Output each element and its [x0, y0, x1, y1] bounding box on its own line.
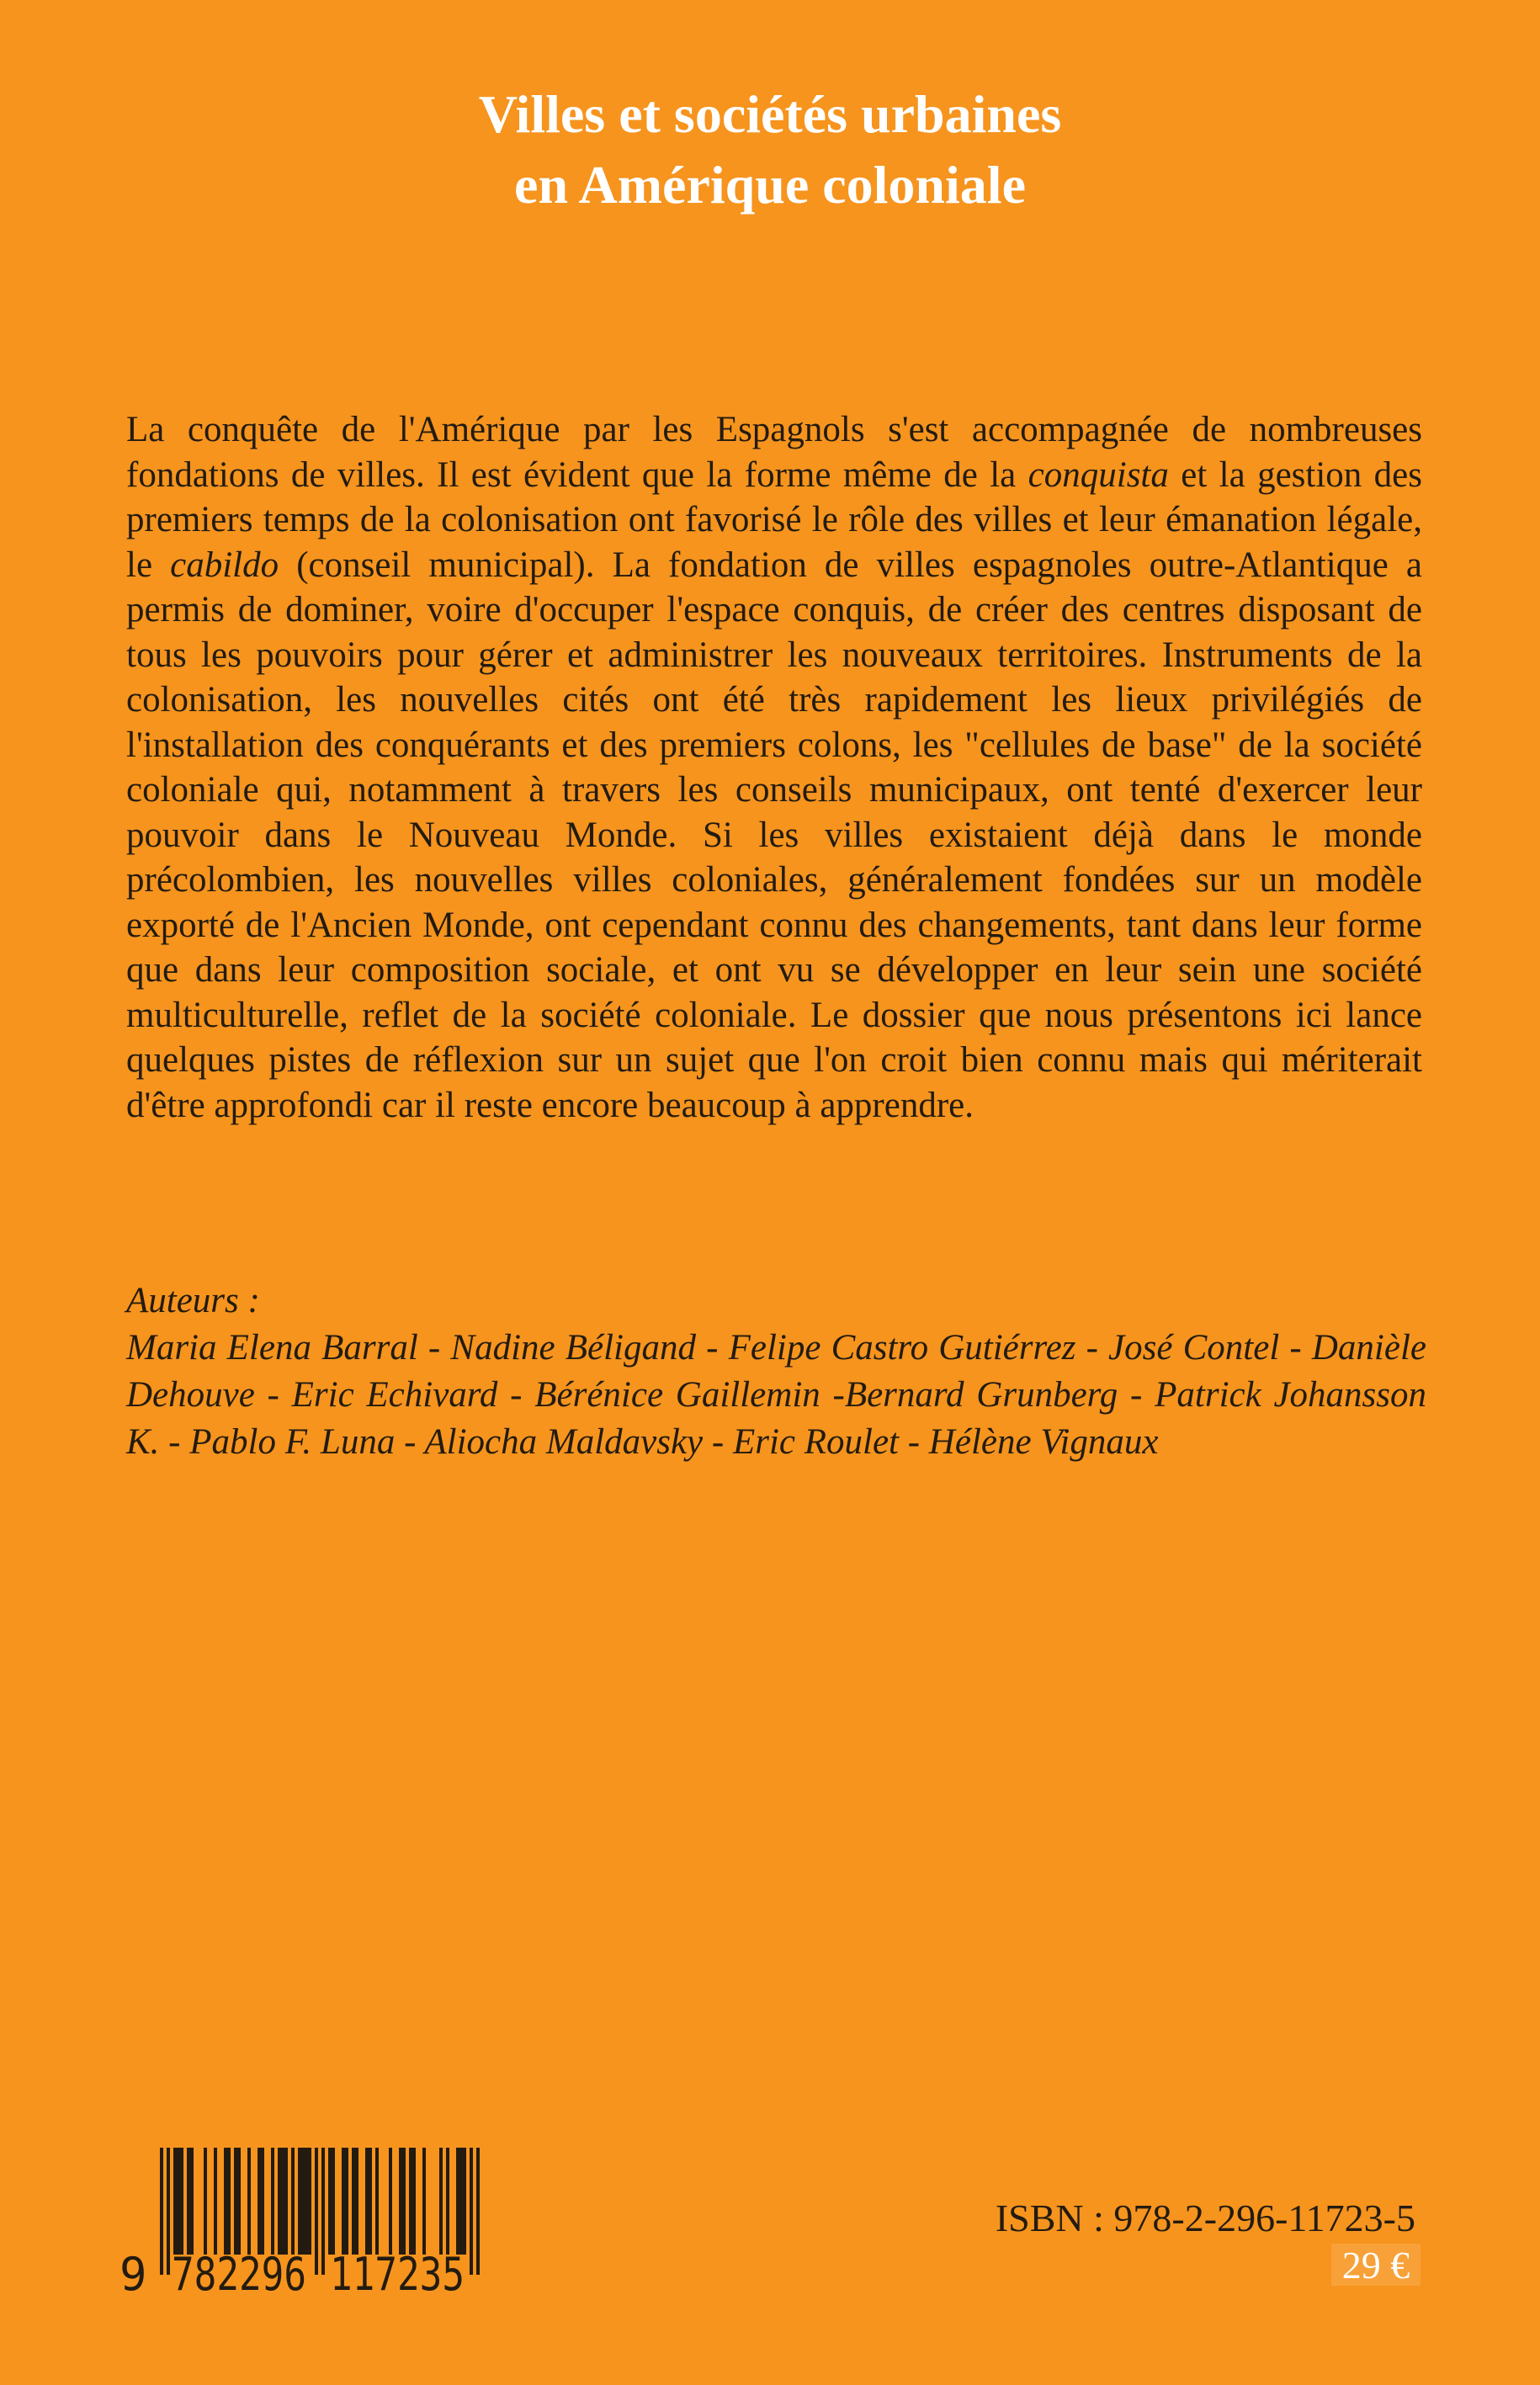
book-title-line-2: en Amérique coloniale	[514, 155, 1026, 215]
barcode-bar	[214, 2148, 217, 2255]
barcode-bar	[332, 2148, 335, 2255]
barcode-digits: 9	[119, 2248, 147, 2295]
synopsis-paragraph	[126, 407, 1422, 1128]
barcode-digits: 117235	[330, 2248, 465, 2295]
book-title	[0, 79, 1540, 220]
synopsis-text: La conquête de l'Amérique par les Espagnols s'est accompagnée de nombreuses fondations de villes. Il est évident que la forme même de la	[126, 410, 1422, 495]
price-tag	[1331, 2244, 1421, 2286]
barcode-bar	[355, 2148, 358, 2255]
barcode-bar	[227, 2148, 231, 2255]
barcode-bar	[476, 2148, 480, 2275]
authors-block	[126, 1277, 1426, 1466]
barcode-bar	[328, 2148, 332, 2255]
barcode-bar	[284, 2148, 288, 2255]
barcode-bar	[412, 2148, 416, 2255]
barcode-bar	[237, 2148, 241, 2255]
barcode-bar	[177, 2148, 180, 2255]
barcode-bar	[261, 2148, 264, 2255]
barcode-bar	[247, 2148, 251, 2255]
barcode-bar	[459, 2148, 463, 2255]
barcode-bar	[422, 2148, 426, 2255]
barcode-bar	[258, 2148, 261, 2255]
barcode-bar	[446, 2148, 449, 2255]
barcode-bar	[173, 2148, 177, 2255]
barcode-bar	[352, 2148, 355, 2255]
barcode-bar	[234, 2148, 237, 2255]
book-title-line-1: Villes et sociétés urbaines	[478, 84, 1062, 144]
barcode-bar	[167, 2148, 170, 2275]
barcode-bar	[291, 2148, 295, 2255]
barcode-bar	[224, 2148, 227, 2255]
barcode-bar	[298, 2148, 301, 2255]
synopsis-italic-term: cabildo	[170, 544, 279, 585]
barcode-bar	[204, 2148, 207, 2255]
barcode-digits: 782296	[172, 2248, 306, 2295]
barcode-bar	[190, 2148, 194, 2255]
barcode-bar	[409, 2148, 412, 2255]
barcode-bar	[365, 2148, 369, 2255]
barcode-bar	[308, 2148, 311, 2255]
barcode-bar	[463, 2148, 466, 2255]
barcode-bar	[315, 2148, 318, 2275]
barcode-bar	[375, 2148, 379, 2255]
authors-heading: Auteurs :	[126, 1281, 260, 1320]
barcode-bar	[439, 2148, 443, 2255]
authors-list: Maria Elena Barral - Nadine Béligand - Felipe Castro Gutiérrez - José Contel - Danièle Dehouve - Eric Echivard - Bérénice Gaillemin -Bernard Grunberg - Patrick Johansson K. - Pablo F. Luna - Aliocha Maldavsky - Eric Roulet - Hélène Vignaux	[126, 1328, 1426, 1462]
barcode-bar	[402, 2148, 406, 2255]
synopsis-italic-term: conquista	[1028, 454, 1169, 495]
barcode-bar	[456, 2148, 459, 2255]
barcode-bar	[345, 2148, 348, 2255]
barcode-bar	[399, 2148, 402, 2255]
barcode-bar	[271, 2148, 274, 2255]
isbn-label: ISBN : 978-2-296-11723-5	[995, 2196, 1415, 2239]
synopsis-text: (conseil municipal). La fondation de villes espagnoles outre-Atlantique a permis de dominer, voire d'occuper l'espace conquis, de créer des centres disposant de tous les pouvoirs pour gérer et administrer les nouveaux territoires. Instruments de la colonisation, les nouvelles cités ont été très rapidement les lieux privilégiés de l'installation des conquérants et des premiers colons, les "cellules de base" de la société coloniale qui, notamment à travers les conseils municipaux, ont tenté d'exercer leur pouvoir dans le Nouveau Monde. Si les villes existaient déjà dans le monde précolombien, les nouvelles villes coloniales, généralement fondées sur un modèle exporté de l'Ancien Monde, ont cependant connu des changements, tant dans leur forme que dans leur composition sociale, et ont vu se développer en leur sein une société multiculturelle, reflet de la société coloniale. Le dossier que nous présentons ici lance quelques pistes de réflexion sur un sujet que l'on croit bien connu mais qui mériterait d'être approfondi car il reste encore beaucoup à apprendre.	[126, 544, 1422, 1125]
barcode-graphic	[116, 2148, 486, 2295]
synopsis-text: et la gestion des premiers temps de la colonisation ont favorisé le rôle des villes et leur émanation légale, le	[126, 454, 1422, 585]
barcode-bar	[187, 2148, 190, 2255]
ean13-barcode	[116, 2148, 486, 2295]
barcode-bar	[160, 2148, 163, 2275]
barcode-bar	[321, 2148, 325, 2275]
barcode-bar	[278, 2148, 281, 2255]
barcode-bar	[470, 2148, 473, 2275]
barcode-bar	[180, 2148, 183, 2255]
barcode-bar	[301, 2148, 305, 2255]
barcode-bar	[389, 2148, 392, 2255]
barcode-bar	[342, 2148, 345, 2255]
barcode-bar	[281, 2148, 284, 2255]
barcode-bar	[369, 2148, 372, 2255]
barcode-bar	[305, 2148, 308, 2255]
price-label: 29 €	[1341, 2244, 1410, 2287]
